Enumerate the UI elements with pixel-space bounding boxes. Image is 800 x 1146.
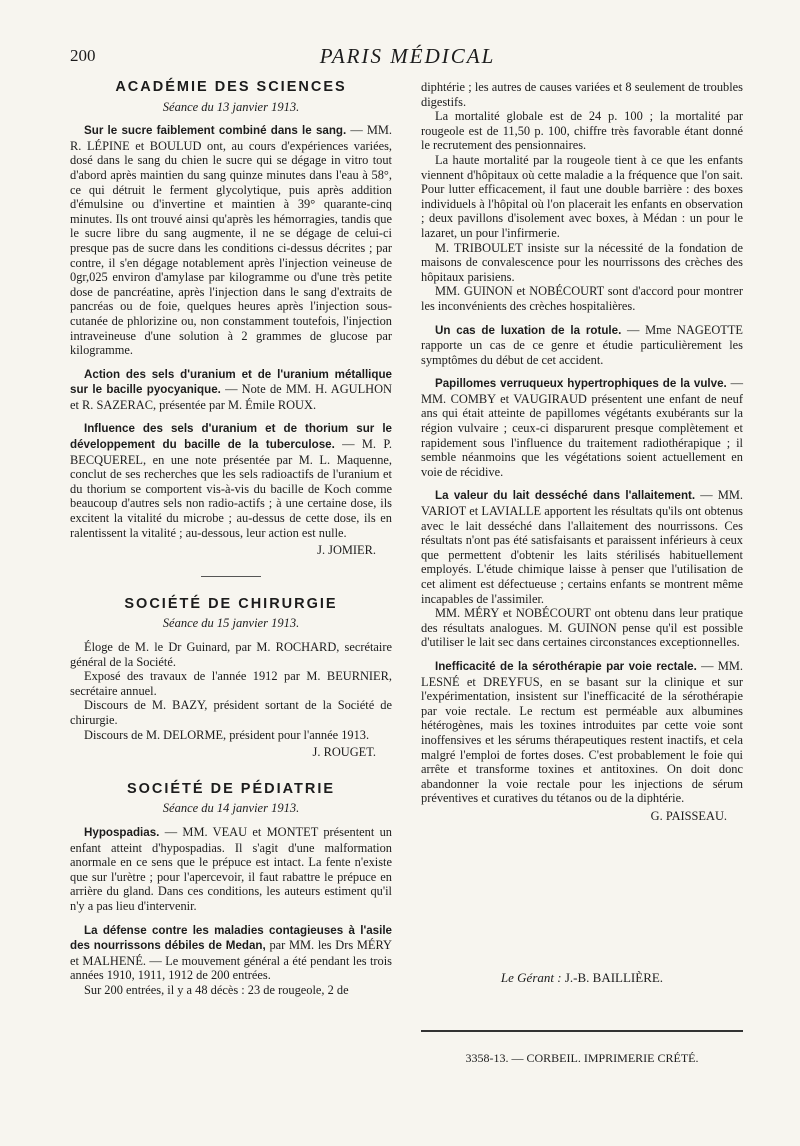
article-sucre (70, 123, 392, 358)
article-title: Sur le sucre faiblement combiné dans le sang. (84, 124, 347, 138)
article-medan-cont: Sur 200 entrées, il y a 48 décès : 23 de rougeole, 2 de (84, 982, 349, 997)
signature-rouget: J. ROUGET. (312, 745, 376, 760)
academie-seance: Séance du 13 janvier 1913. (162, 99, 300, 114)
article-body: — Mme NAGEOTTE rapporte un cas de ce genre et étudie particulièrement les symptômes du début de cet accident. (421, 322, 744, 367)
article-title: Inefficacité de la sérothérapie par voie rectale. (435, 659, 697, 673)
gerant-label: Le Gérant : (500, 970, 562, 985)
article-hypospadias (70, 825, 392, 914)
gerant-line (421, 970, 743, 986)
article-title: Papillomes verruqueux hypertrophiques de la vulve. (435, 377, 727, 391)
chirurgie-title: SOCIÉTÉ DE CHIRURGIE (124, 595, 338, 612)
article-title: Action des sels d'uranium et de l'uranium métallique sur le bacille pyocyanique. (70, 367, 392, 397)
article-body: par MM. les Drs MÉRY et MALHENÉ. — Le mouvement général a été pendant les trois années 1910, 1911, 1912 de 200 entrées. (70, 938, 393, 983)
article-body: — M. P. BECQUEREL, en une note présentée par M. L. Maquenne, conclut de ses recherches que les sels radioactifs de l'uranium et du thorium se comportent vis-à-vis du bacille de Koch comme beaucoup d'autres sels non radio-actifs ; à une certaine dose, ils excitent la vitalité du microbe ; au-dessus de cette dose, ils en ralentissent la vitalité ; au-dessous, leur action est nulle. (70, 437, 392, 540)
article-title: La défense contre les maladies contagieuses à l'asile des nourrissons débiles de Medan, (70, 923, 392, 953)
chirurgie-item: Exposé des travaux de l'année 1912 par M. BEURNIER, secrétaire annuel. (70, 669, 392, 698)
article-body: — MM. VEAU et MONTET présentent un enfant atteint d'hypospadias. Il s'agit d'une malformation anormale en ce sens que le prépuce est intact. La fente n'existe que sur l'urètre ; pour l'apercevoir, il faut rabattre le prépuce en arrière du gland. Dans ces conditions, les auteurs estiment qu'il n'y a pas lieu d'intervenir. (70, 824, 392, 913)
article-serotherapie (421, 659, 743, 806)
left-column (70, 80, 392, 997)
article-medan (70, 923, 392, 983)
printer-line: 3358-13. — CORBEIL. IMPRIMERIE CRÉTÉ. (465, 1051, 699, 1065)
chirurgie-item: Discours de M. BAZY, président sortant de la Société de chirurgie. (70, 698, 392, 727)
article-title: Influence des sels d'uranium et de thorium sur le développement du bacille de la tuberculose. (70, 422, 392, 452)
article-thorium (70, 421, 392, 540)
journal-title: PARIS MÉDICAL (319, 44, 496, 68)
pediatrie-title: SOCIÉTÉ DE PÉDIATRIE (126, 780, 336, 797)
section-divider (201, 576, 261, 577)
article-papillomes (421, 376, 743, 479)
article-body: — MM. VARIOT et LAVIALLE apportent les résultats qu'ils ont obtenus avec le lait desséché dans l'allaitement des nourrissons. Ces résultats n'ont pas été satisfaisants et paraissent inférieurs à ceux que permettent d'obtenir les laits stérilisés habituellement employés. L'étude chimique laisse à penser que l'utilisation de cet aliment est défectueuse ; certains enfants se montrent même incapables de l'assimiler. (421, 488, 744, 606)
pediatrie-seance: Séance du 14 janvier 1913. (162, 801, 300, 816)
medan-paragraph: La mortalité globale est de 24 p. 100 ; la mortalité par rougeole est de 11,50 p. 100, chiffre très favorable étant donné le recrutement des pensionnaires. (421, 109, 743, 153)
medan-paragraph: La haute mortalité par la rougeole tient à ce que les enfants viennent d'hôpitaux où cette maladie a la fréquence que l'on sait. Pour lutter efficacement, il faut une double barrière : des boxes individuels à l'hôpital où l'on placerait les enfants en observation ; deux pavillons d'isolement avec boxes, à Médan : un pour le lazaret, un pour l'infirmerie. (421, 152, 743, 240)
article-body: — MM. LESNÉ et DREYFUS, en se basant sur la clinique et sur l'expérimentation, insistent sur l'inefficacité de la sérothérapie par voie rectale. Le rectum est perméable aux albumines hétérogènes, mais les toxines introduites par cette voie sont inoffensives et les sérums thérapeutiques restent inactifs, et cela malgré l'emploi de fortes doses. C'est probablement le foie qui arrête et transforme toxines et antitoxines. On doit donc abandonner la voie rectale pour les injections de sérum préventives et curatives du tétanos ou de la diphtérie. (421, 658, 743, 806)
page-header (70, 44, 745, 74)
article-title: Un cas de luxation de la rotule. (435, 323, 622, 337)
chirurgie-seance: Séance du 15 janvier 1913. (162, 616, 300, 631)
chirurgie-item: Éloge de M. le Dr Guinard, par M. ROCHARD, secrétaire général de la Société. (70, 640, 392, 669)
medan-continued: diphtérie ; les autres de causes variées et 8 seulement de troubles digestifs. (421, 80, 743, 109)
chirurgie-item: Discours de M. DELORME, président pour l'année 1913. (84, 727, 370, 742)
footer-rule (421, 1030, 743, 1032)
signature-paisseau: G. PAISSEAU. (650, 808, 727, 823)
article-rotule (421, 323, 743, 368)
medan-paragraph: M. TRIBOULET insiste sur la nécessité de la fondation de maisons de convalescence pour les nourrissons des crèches des hôpitaux parisiens. (421, 240, 743, 284)
article-title: Hypospadias. (84, 825, 160, 839)
article-title: La valeur du lait desséché dans l'allaitement. (435, 489, 696, 503)
right-column (421, 80, 743, 824)
article-body: — Note de MM. H. AGULHON et R. SAZERAC, présentée par M. Émile ROUX. (70, 382, 392, 412)
gerant-name: J.-B. BAILLIÈRE. (564, 970, 664, 985)
article-lait (421, 488, 743, 606)
article-lait-cont: MM. MÉRY et NOBÉCOURT ont obtenu dans leur pratique des résultats analogues. M. GUINON pense qu'il est possible d'utiliser le lait sec dans certaines circonstances exceptionnelles. (421, 606, 743, 650)
page-number: 200 (70, 46, 96, 65)
signature-jomier: J. JOMIER. (317, 543, 376, 558)
article-uranium (70, 367, 392, 413)
article-body: — MM. R. LÉPINE et BOULUD ont, au cours d'expériences variées, dosé dans le sang du chien le sucre qui se dégage in vitro tout d'abord après maintien du sang quinze minutes dans l'eau à 58°, ce qui détruit le ferment glycolytique, puis après addition d'émulsine ou d'invertine et maintien à 39° quarante-cinq minutes. Ils ont trouvé ainsi qu'après les hémorragies, tandis que le sucre libre du sang augmente, il ne se dégage de celui-ci presque pas de sucre dans les conditions ci-dessus décrites ; par contre, il s'en dégage notablement après l'injection veineuse de 0gr,025 environ d'amylase par kilogramme ou d'une très petite dose de pancréatine, après l'injection dans le sang d'extraits de pancréas ou de foie, quelques heures après l'injection sous-cutanée de phlorizine ou, non constamment toutefois, l'injection intraveineuse d'une solution à 2 grammes de glucose par kilogramme. (70, 123, 392, 358)
medan-paragraph: MM. GUINON et NOBÉCOURT sont d'accord pour montrer les inconvénients des crèches hospitalières. (421, 284, 743, 313)
article-body: — MM. COMBY et VAUGIRAUD présentent une enfant de neuf ans qui était atteinte de papillomes végétants exubérants sur la région vulvaire ; ceux-ci disparurent presque complètement et rapidement sous l'influence du traitement radiothérapique ; il semble néanmoins que les végétations soient actuellement en voie de récidive. (421, 376, 743, 479)
academie-title: ACADÉMIE DES SCIENCES (115, 79, 347, 95)
